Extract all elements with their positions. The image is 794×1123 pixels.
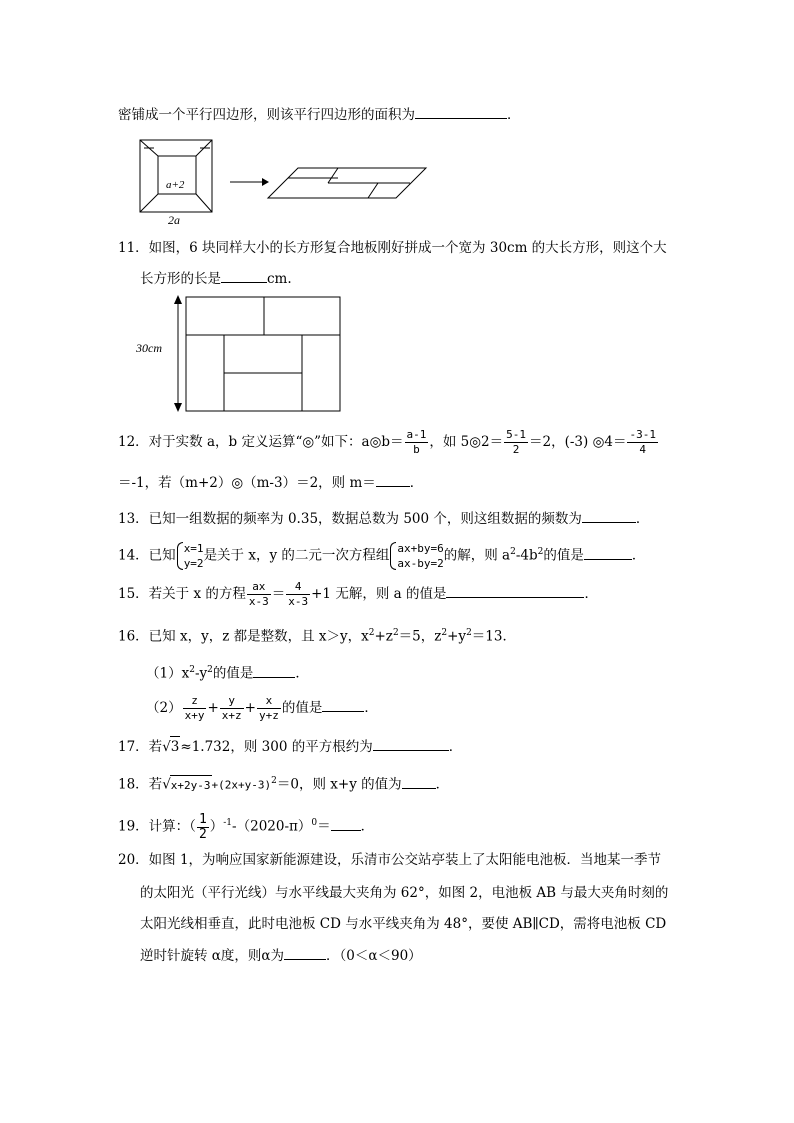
- sqrt-sign: √: [162, 776, 171, 793]
- q15-answer-blank[interactable]: [446, 583, 584, 598]
- q17-answer-blank[interactable]: [373, 736, 449, 751]
- q16-1-answer-blank[interactable]: [253, 663, 295, 678]
- q12-frac2: $\frac{5-1}{2}$: [506, 428, 527, 456]
- fig-label: 30cm: [136, 341, 162, 355]
- q10-answer-blank[interactable]: [415, 104, 507, 119]
- q16-frac2: $\frac{y}{x+z}$: [221, 694, 242, 722]
- q16-frac1: $\frac{z}{x+y}$: [184, 694, 205, 722]
- q13-line: 13．已知一组数据的频率为 0.35，数据总数为 500 个，则这组数据的频数为 ．: [118, 508, 649, 529]
- q16-part1: $(1)x^2-y^2$的值是 ．: [146, 660, 309, 684]
- q15-line: 15．若关于 x 的方程 $\frac{ax}{x-3}$ ＝ $\frac{4}{x-3}$ +1 无解，则 a 的值是 ．: [118, 580, 598, 608]
- q12-frac1: $\frac{a-1}{b}$: [406, 428, 427, 456]
- q14-line: 14．已知 x=1 y=2 是关于 x，y 的二元一次方程组 ax+by=6 ax-by=2 的解，则 $a^2-4b^2$的值是 ．: [118, 542, 646, 570]
- q14-system1: x=1 y=2: [176, 541, 204, 571]
- sqrt-sign: √: [162, 739, 171, 755]
- q11-line2: 长方形的长是 cm.: [140, 268, 292, 289]
- q19-frac: $\frac{1}{2}$: [198, 811, 207, 842]
- q20-line3: 太阳光线相垂直，此时电池板 CD 与水平线夹角为 48°，要使 AB∥CD，需将电池板 CD: [140, 916, 667, 932]
- inner-label: a+2: [166, 179, 185, 191]
- q20-line4: 逆时针旋转 α度，则α为 ．（0＜α＜90）: [140, 945, 422, 966]
- q12-line2: ＝-1，若（m+2）◎（m-3）＝2，则 m＝ ．: [118, 472, 423, 493]
- big-rectangle: [186, 297, 340, 411]
- q14-system2: ax+by=6 ax-by=2: [389, 541, 443, 571]
- q20-line1: 20．如图 1，为响应国家新能源建设，乐清市公交站亭装上了太阳能电池板．当地某一季节: [118, 852, 662, 868]
- q20-answer-blank[interactable]: [284, 945, 326, 960]
- q10-figure: [138, 138, 438, 228]
- q14-answer-blank[interactable]: [584, 545, 632, 560]
- q15-frac1: $\frac{ax}{x-3}$: [248, 580, 269, 608]
- q11-line1: 11．如图，6 块同样大小的长方形复合地板刚好拼成一个宽为 30cm 的大长方形，则这个大: [118, 240, 667, 256]
- q17-line: 17．若√3≈1.732，则 300 的平方根约为 ．: [118, 736, 462, 757]
- q13-answer-blank[interactable]: [582, 508, 636, 523]
- q15-frac2: $\frac{4}{x-3}$: [288, 580, 309, 608]
- q20-line2: 的太阳光（平行光线）与水平线最大夹角为 62°，如图 2，电池板 AB 与最大夹角时刻的: [140, 885, 669, 901]
- q11-figure: [136, 292, 346, 416]
- q11-answer-blank[interactable]: [221, 268, 267, 283]
- q19-answer-blank[interactable]: [331, 816, 361, 831]
- q16-2-answer-blank[interactable]: [322, 697, 364, 712]
- arrow-head: [262, 178, 269, 186]
- q12-line1: 12．对于实数 a，b 定义运算“◎”如下：a◎b＝ $\frac{a-1}{b}$ ，如 5◎2＝ $\frac{5-1}{2}$ ＝2，(-3) ◎4＝ $\frac{-3-1}{4}$: [118, 428, 656, 456]
- q18-line: 18．若$√x+2y-3+(2x+y-3)^2=0$，则 x+y 的值为 ．: [118, 771, 449, 796]
- q12-frac3: $\frac{-3-1}{4}$: [629, 428, 656, 456]
- q16-line: 16．已知 x，y，z 都是整数，且 x＞y，$x^2+z^2=5$，$z^2+y^2=13$．: [118, 628, 516, 645]
- q16-part2: （2） $\frac{z}{x+y}$ + $\frac{y}{x+z}$ + $\frac{x}{y+z}$ 的值是 ．: [146, 694, 378, 722]
- q19-line: 19．计算：（ $\frac{1}{2}$ ）$^{-1}-(2020-\pi)^0=$ ．: [118, 811, 375, 842]
- q10-line: 密铺成一个平行四边形，则该平行四边形的面积为 ．: [118, 104, 521, 125]
- q16-frac3: $\frac{x}{y+z}$: [258, 694, 279, 722]
- q12-answer-blank[interactable]: [376, 472, 410, 487]
- bottom-label: 2a: [168, 213, 180, 227]
- q18-answer-blank[interactable]: [402, 774, 436, 789]
